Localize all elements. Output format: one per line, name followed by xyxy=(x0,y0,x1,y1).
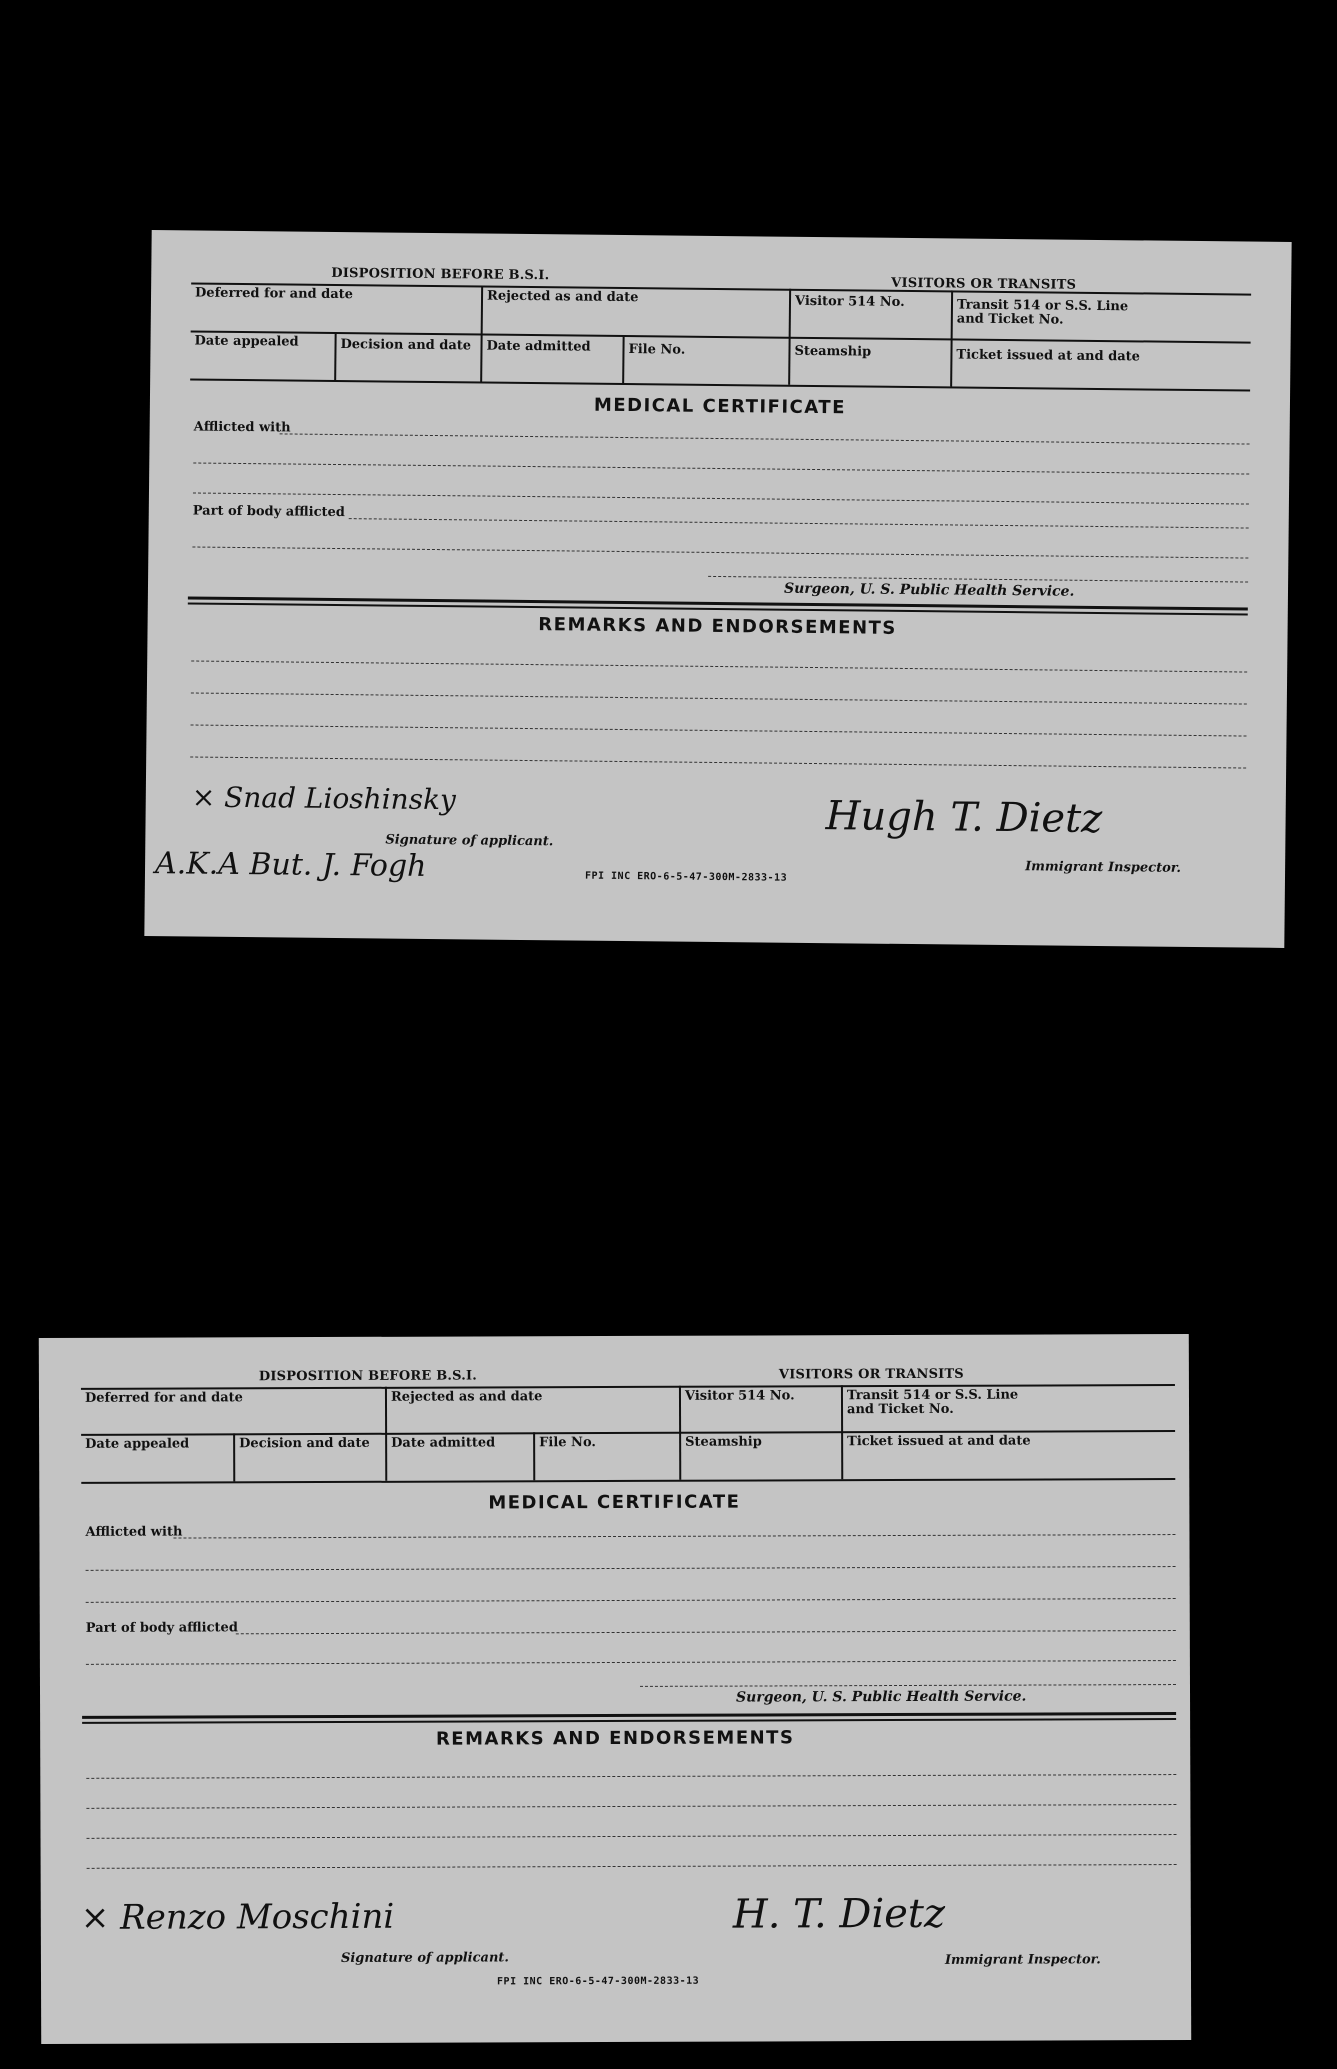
file-no-label: File No. xyxy=(539,1435,596,1451)
deferred-label: Deferred for and date xyxy=(84,1390,243,1406)
fill-line xyxy=(349,518,1249,528)
remarks-title: REMARKS AND ENDORSEMENTS xyxy=(538,614,897,639)
printer-mark: FPI INC ERO-6-5-47-300M-2833-13 xyxy=(584,870,788,884)
fill-line xyxy=(190,756,1246,768)
col-divider xyxy=(233,1433,235,1481)
fill-line xyxy=(193,492,1249,504)
inspector-label: Immigrant Inspector. xyxy=(1025,859,1182,876)
part-of-body-label: Part of body afflicted xyxy=(192,503,345,521)
col-divider xyxy=(334,332,337,380)
fill-line xyxy=(86,1566,1176,1571)
transit-label-line2: and Ticket No. xyxy=(956,311,1064,328)
fill-line xyxy=(86,1804,1176,1809)
fill-line xyxy=(191,724,1247,736)
applicant-aka: A.K.A But. J. Fogh xyxy=(154,846,427,884)
date-appealed-label: Date appealed xyxy=(85,1436,190,1452)
remarks-title: REMARKS AND ENDORSEMENTS xyxy=(435,1727,795,1750)
transit-label-line1: Transit 514 or S.S. Line xyxy=(846,1387,1019,1404)
ticket-issued-label: Ticket issued at and date xyxy=(956,347,1141,365)
fill-line xyxy=(191,660,1247,672)
signature-label: Signature of applicant. xyxy=(385,832,554,850)
transit-label-line2: and Ticket No. xyxy=(847,1401,954,1418)
steamship-label: Steamship xyxy=(685,1434,762,1450)
visitor-514-label: Visitor 514 No. xyxy=(684,1388,795,1404)
inspector-label: Immigrant Inspector. xyxy=(944,1952,1101,1968)
decision-label: Decision and date xyxy=(239,1435,370,1452)
surgeon-label: Surgeon, U. S. Public Health Service. xyxy=(783,580,1075,600)
section-rule xyxy=(81,1478,1175,1484)
fill-line xyxy=(86,1598,1176,1603)
date-admitted-label: Date admitted xyxy=(391,1435,496,1451)
fill-line xyxy=(86,1774,1176,1779)
steamship-label: Steamship xyxy=(794,343,872,360)
fill-line xyxy=(191,692,1247,704)
visitor-514-label: Visitor 514 No. xyxy=(794,293,905,310)
ticket-issued-label: Ticket issued at and date xyxy=(847,1433,1031,1450)
disposition-heading: DISPOSITION BEFORE B.S.I. xyxy=(331,265,550,284)
visitors-heading: VISITORS OR TRANSITS xyxy=(778,1366,964,1383)
immigration-card-2 xyxy=(39,1334,1191,2044)
afflicted-with-label: Afflicted with xyxy=(193,419,291,436)
fill-line xyxy=(87,1834,1177,1839)
inspector-signature: Hugh T. Dietz xyxy=(825,793,1103,843)
col-divider xyxy=(385,1387,387,1481)
medical-certificate-title: MEDICAL CERTIFICATE xyxy=(488,1491,741,1514)
visitors-heading: VISITORS OR TRANSITS xyxy=(891,275,1077,293)
fill-line xyxy=(87,1864,1177,1869)
applicant-signature: × Snad Lioshinsky xyxy=(191,780,456,817)
decision-label: Decision and date xyxy=(340,337,472,354)
afflicted-with-label: Afflicted with xyxy=(85,1524,183,1540)
fill-line xyxy=(236,1630,1176,1634)
fill-line xyxy=(193,462,1249,474)
fill-line xyxy=(86,1660,1176,1665)
inspector-signature: H. T. Dietz xyxy=(732,1890,946,1938)
immigration-card-1 xyxy=(144,230,1291,948)
fill-line xyxy=(640,1684,1176,1687)
printer-mark: FPI INC ERO-6-5-47-300M-2833-13 xyxy=(497,1975,700,1988)
rejected-label: Rejected as and date xyxy=(486,288,639,306)
part-of-body-label: Part of body afflicted xyxy=(85,1620,238,1636)
col-divider xyxy=(622,335,625,383)
col-divider xyxy=(533,1432,535,1480)
rejected-label: Rejected as and date xyxy=(390,1389,543,1405)
fill-line xyxy=(192,546,1248,558)
col-divider xyxy=(679,1386,681,1480)
disposition-heading: DISPOSITION BEFORE B.S.I. xyxy=(258,1368,477,1385)
signature-label: Signature of applicant. xyxy=(340,1950,509,1966)
applicant-signature: × Renzo Moschini xyxy=(80,1896,395,1938)
section-rule xyxy=(82,1718,1176,1724)
fill-line xyxy=(280,433,1250,444)
transit-label xyxy=(957,298,1128,328)
transit-label xyxy=(847,1389,1018,1418)
surgeon-label: Surgeon, U. S. Public Health Service. xyxy=(736,1688,1027,1706)
date-admitted-label: Date admitted xyxy=(486,338,591,355)
deferred-label: Deferred for and date xyxy=(194,285,354,303)
date-appealed-label: Date appealed xyxy=(194,333,299,350)
section-rule xyxy=(190,378,1250,391)
col-divider xyxy=(841,1385,843,1479)
medical-certificate-title: MEDICAL CERTIFICATE xyxy=(593,394,847,419)
transit-label-line1: Transit 514 or S.S. Line xyxy=(956,297,1129,315)
fill-line xyxy=(173,1534,1175,1538)
file-no-label: File No. xyxy=(628,342,686,358)
